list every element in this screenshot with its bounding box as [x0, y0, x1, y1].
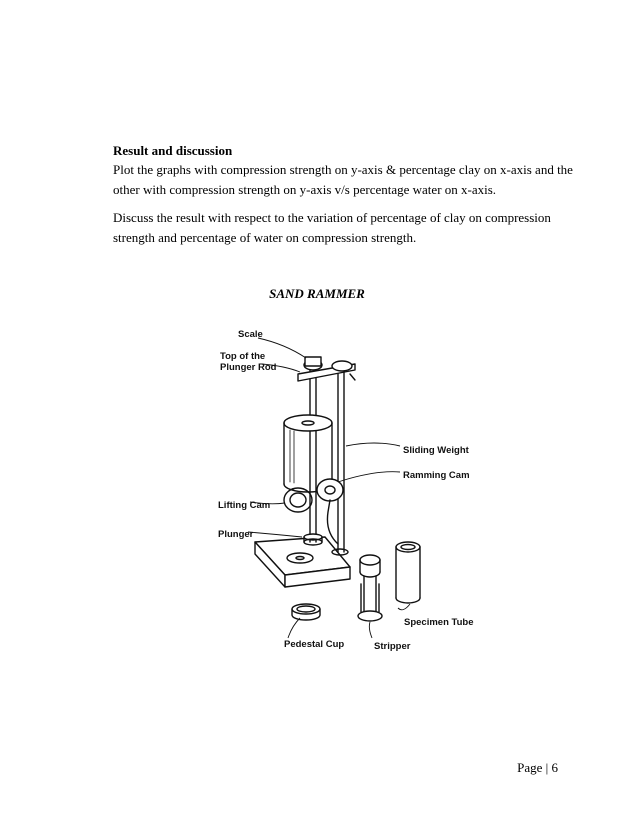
- label-stripper: Stripper: [374, 641, 411, 652]
- guide-column: [338, 367, 344, 552]
- ramming-cam: [317, 479, 343, 544]
- figure-title: SAND RAMMER: [269, 286, 365, 301]
- label-specimen-tube: Specimen Tube: [404, 617, 474, 628]
- page-number: Page | 6: [517, 760, 558, 775]
- label-pedestal-cup: Pedestal Cup: [284, 639, 345, 650]
- pedestal-cup: [292, 604, 320, 620]
- label-plunger: Plunger: [218, 529, 254, 540]
- specimen-tube: [396, 542, 420, 603]
- label-ramming-cam: Ramming Cam: [403, 470, 470, 481]
- plot-instructions-paragraph: Plot the graphs with compression strength on y-axis & percentage clay on x-axis and the other with compression strength on y-axis v/s percentage water on x-axis.: [113, 162, 573, 197]
- stripper: [358, 555, 382, 621]
- discussion-paragraph: Discuss the result with respect to the variation of percentage of clay on compression strength and percentage of water on compression strength.: [113, 210, 551, 245]
- sand-rammer-diagram: [210, 322, 490, 657]
- top-bracket: [298, 357, 355, 381]
- result-heading: Result and discussion: [113, 143, 233, 158]
- label-sliding-weight: Sliding Weight: [403, 445, 469, 456]
- label-lifting-cam: Lifting Cam: [218, 500, 271, 511]
- label-top-of-plunger-rod-1: Top of the: [220, 351, 266, 362]
- plunger-rod: [310, 362, 316, 542]
- base-plate: [255, 537, 350, 587]
- label-scale: Scale: [238, 329, 263, 340]
- label-top-of-plunger-rod-2: Plunger Rod: [220, 362, 277, 373]
